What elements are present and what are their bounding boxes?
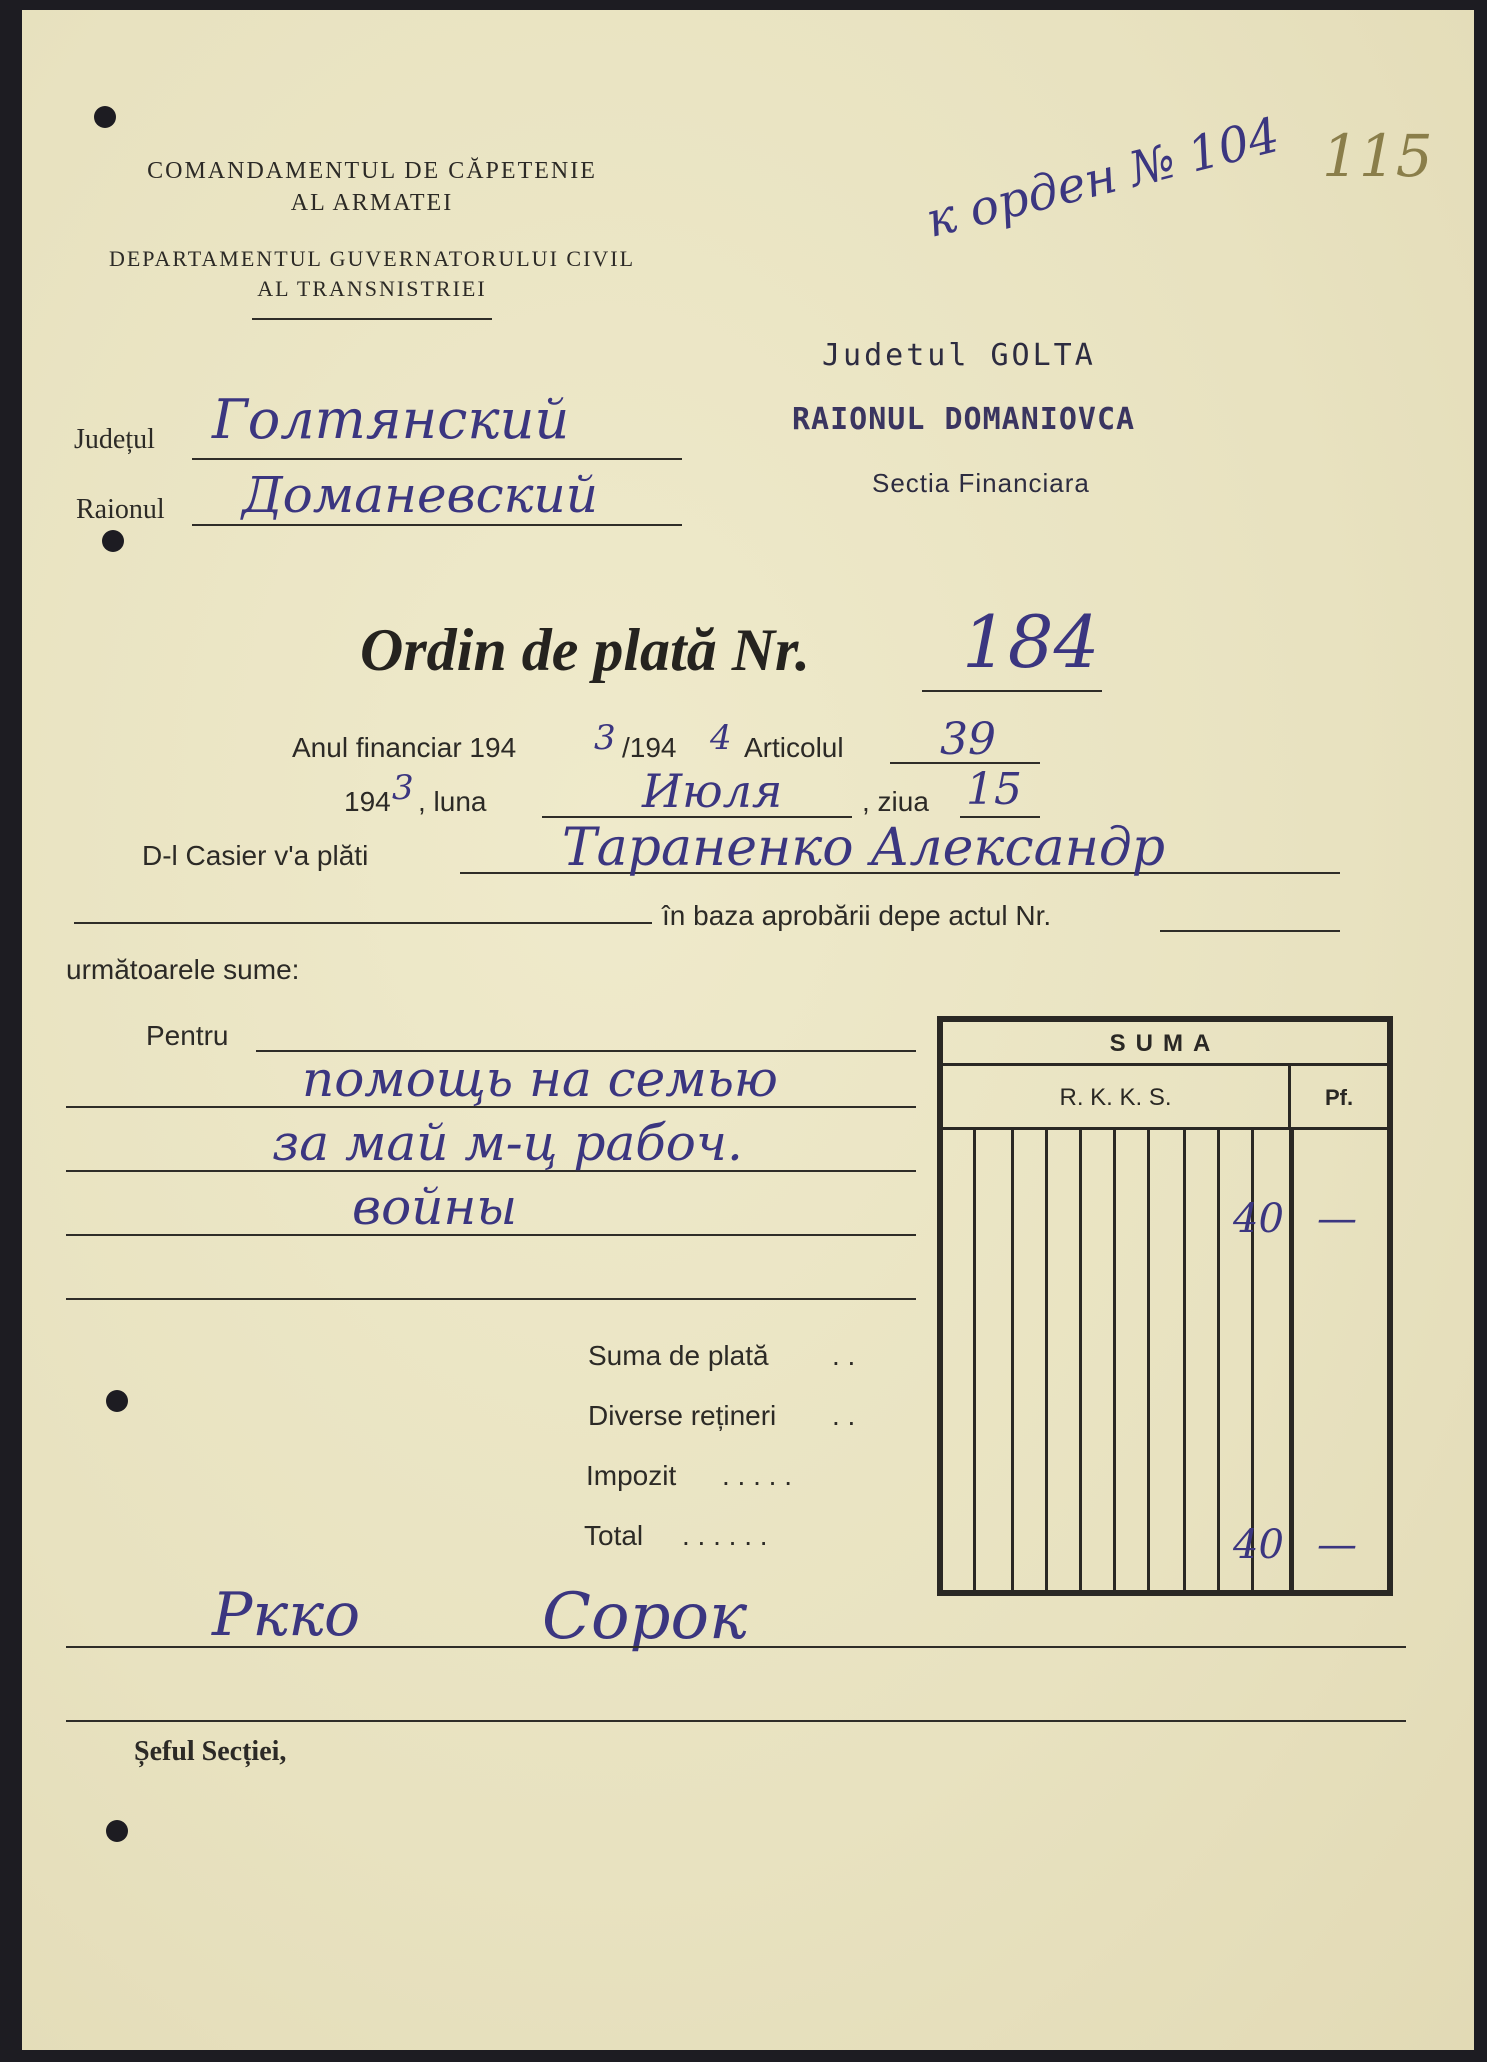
header-line-2: AL ARMATEI — [290, 190, 454, 216]
casier-value: Тараненко Александр — [562, 818, 1166, 878]
table-column — [1079, 1130, 1082, 1590]
purpose-text-3: войны — [352, 1178, 518, 1236]
impozit-label: Impozit — [586, 1460, 677, 1491]
baza-left-line — [74, 922, 652, 924]
document-title: Ordin de plată Nr. — [360, 617, 811, 683]
words-underline — [66, 1646, 1406, 1648]
luna-value: Июля — [642, 764, 783, 818]
rkks-header: R. K. K. S. — [943, 1066, 1291, 1130]
dots: . . . . . — [722, 1460, 793, 1491]
anul-end: 4 — [710, 718, 732, 758]
punch-hole — [102, 530, 124, 552]
ziua-label: , ziua — [862, 786, 929, 817]
order-number: 184 — [962, 600, 1100, 684]
anul-label: Anul financiar 194 — [292, 732, 517, 763]
archive-number: 115 — [1322, 122, 1433, 190]
footer-line — [66, 1720, 1406, 1722]
dots: . . . . . . — [682, 1520, 768, 1551]
purpose-line-4 — [66, 1298, 916, 1300]
header-line-1: COMANDAMENTUL DE CĂPETENIE — [147, 158, 597, 184]
baza-label: în baza aprobării depe actul Nr. — [662, 900, 1052, 931]
amount-in-words: Сорок — [542, 1580, 748, 1654]
punch-hole — [94, 106, 116, 128]
table-column — [973, 1130, 976, 1590]
table-column — [1147, 1130, 1150, 1590]
punch-hole — [106, 1820, 128, 1842]
dots: . . — [832, 1400, 856, 1431]
anul-start: 3 — [594, 718, 616, 758]
purpose-text-2: за май м-ц рабоч. — [272, 1114, 743, 1172]
header-line-4: AL TRANSNISTRIEI — [257, 276, 487, 301]
dots: . . — [832, 1340, 856, 1371]
stamp-line-1: Judetul GOLTA — [822, 338, 1096, 373]
total-label: Total — [584, 1520, 644, 1551]
header-underline — [252, 318, 492, 320]
document-sheet — [22, 10, 1474, 2050]
purpose-text-1: помощь на семью — [302, 1050, 778, 1108]
amount-currency: Ркко — [212, 1580, 361, 1650]
table-column — [1011, 1130, 1014, 1590]
articol-label: Articolul — [744, 732, 844, 763]
baza-underline — [1160, 930, 1340, 932]
raion-label: Raionul — [76, 494, 165, 525]
table-column — [1183, 1130, 1186, 1590]
stamp-line-3: Sectia Financiara — [872, 468, 1090, 498]
articol-value: 39 — [940, 714, 996, 765]
judet-label: Județul — [74, 424, 155, 455]
table-column — [1045, 1130, 1048, 1590]
luna-label: , luna — [418, 786, 487, 817]
judet-underline — [192, 458, 682, 460]
order-reference-annotation: к орден № 104 — [920, 107, 1285, 249]
suma-plata-label: Suma de plată — [588, 1340, 769, 1371]
header-line-3: DEPARTAMENTUL GUVERNATORULUI CIVIL — [108, 246, 636, 271]
anul-separator: /194 — [622, 732, 677, 763]
table-column — [1217, 1130, 1220, 1590]
seful-sectiei-label: Șeful Secției, — [134, 1736, 287, 1767]
pentru-label: Pentru — [146, 1020, 229, 1051]
title-number-underline — [922, 690, 1102, 692]
casier-label: D-l Casier v'a plăti — [142, 840, 369, 871]
urmatoarele-label: următoarele sume: — [66, 954, 300, 985]
total-pf: — — [1317, 1522, 1357, 1568]
diverse-label: Diverse rețineri — [588, 1400, 777, 1431]
ziua-value: 15 — [966, 764, 1022, 815]
suma-table — [937, 1016, 1393, 1596]
pf-header: Pf. — [1291, 1066, 1387, 1130]
suma-header: SUMA — [943, 1022, 1387, 1066]
raion-underline — [192, 524, 682, 526]
total-amount: 40 — [1233, 1522, 1284, 1568]
entry-pf: — — [1317, 1196, 1357, 1242]
raion-value: Доманевский — [242, 466, 598, 524]
date-year: 3 — [392, 768, 414, 808]
table-column — [1289, 1130, 1294, 1590]
table-column — [1113, 1130, 1116, 1590]
date-prefix: 194 — [344, 786, 391, 817]
entry-amount: 40 — [1233, 1196, 1284, 1242]
stamp-line-2: RAIONUL DOMANIOVCA — [792, 402, 1136, 437]
punch-hole — [106, 1390, 128, 1412]
judet-value: Голтянский — [212, 388, 570, 451]
